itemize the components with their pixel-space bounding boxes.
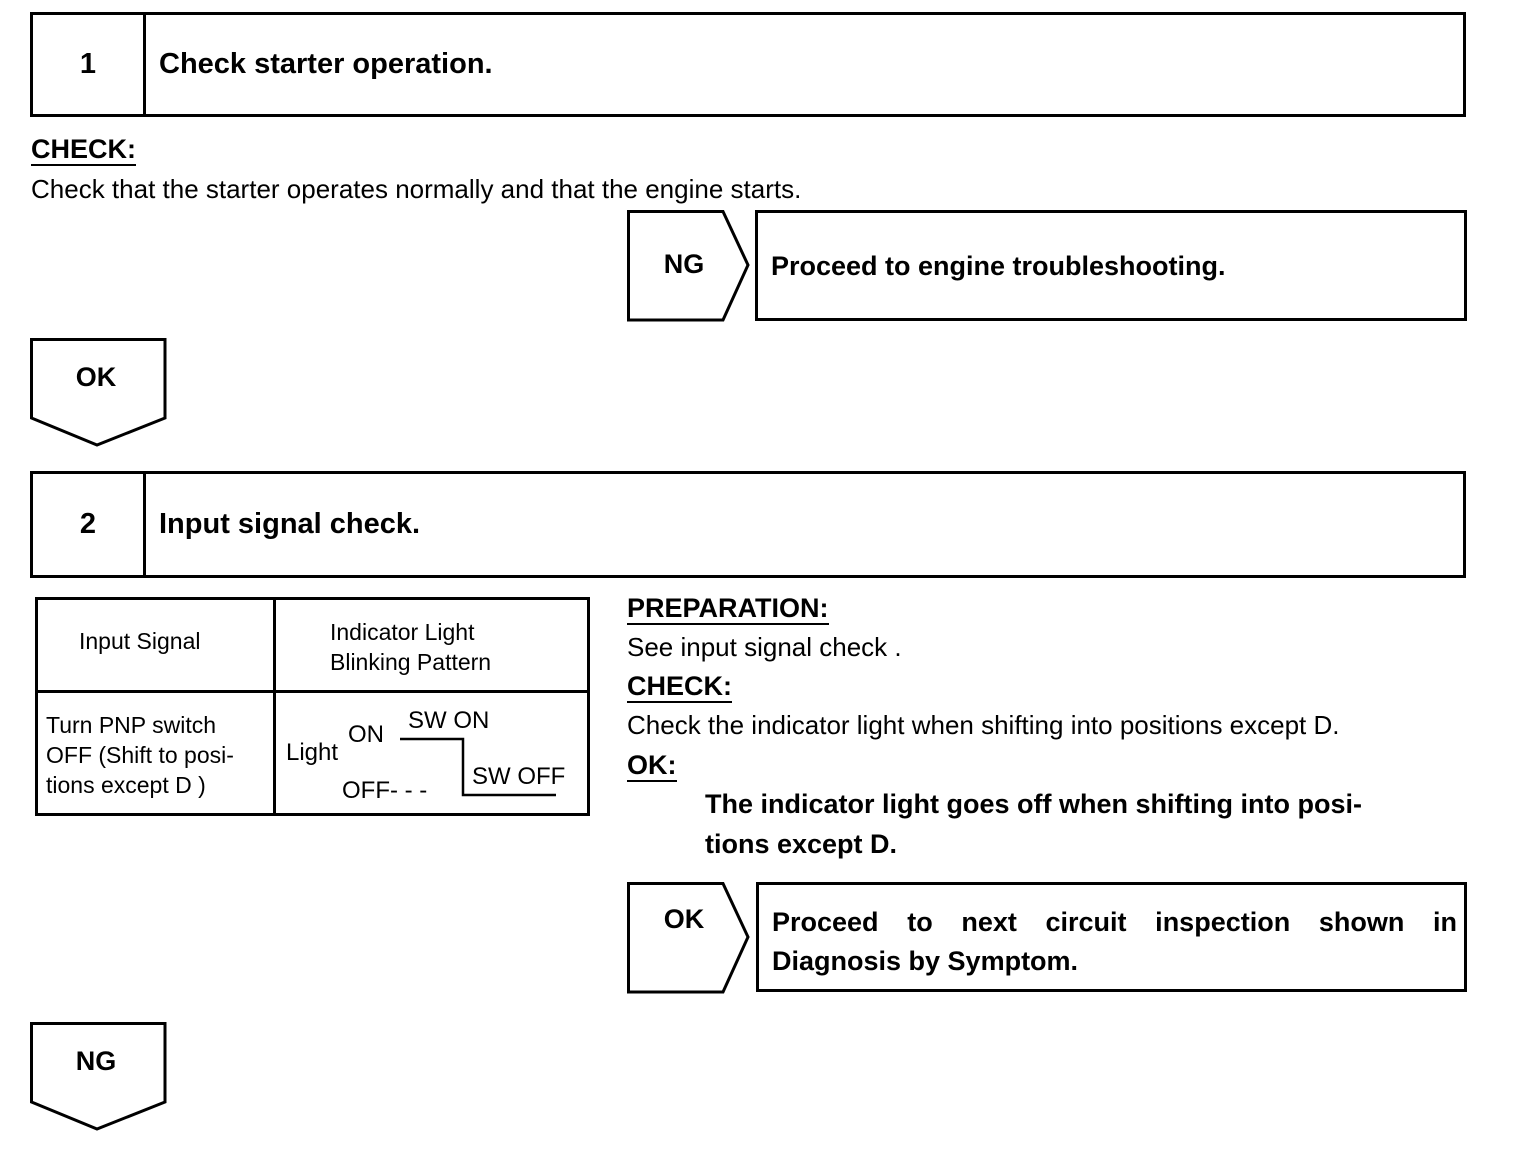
table-row-input-line3: tions except D ) <box>46 772 206 798</box>
step-1-check-heading: CHECK: <box>31 134 136 164</box>
step-2-preparation-text: See input signal check . <box>627 632 902 662</box>
step-2-ok-label: OK <box>663 904 705 934</box>
step-2-ok-text-line1: The indicator light goes off when shifting into posi- <box>705 789 1362 819</box>
table-header-indicator-line1: Indicator Light <box>330 619 475 645</box>
step-2-number: 2 <box>33 474 146 575</box>
ok-arrow-shape <box>627 882 752 994</box>
diagram-on-label: ON <box>348 721 384 748</box>
step-1-number: 1 <box>33 15 146 114</box>
step-1-ng-result <box>755 210 1467 321</box>
diagram-sw-off-label: SW OFF <box>472 763 566 790</box>
blinking-pattern-waveform <box>276 693 576 813</box>
ng-down-arrow-shape <box>30 1022 168 1132</box>
step-2-ok-result <box>756 882 1467 992</box>
step-2-check-text: Check the indicator light when shifting into positions except D. <box>627 710 1340 740</box>
input-signal-table <box>35 597 590 816</box>
step-1-ng-result-text: Proceed to engine troubleshooting. <box>771 251 1226 281</box>
ok-down-arrow-shape <box>30 338 168 448</box>
step-1-ok-label: OK <box>75 362 117 392</box>
step-2-preparation-heading: PREPARATION: <box>627 593 829 623</box>
step-2-ng-label: NG <box>75 1046 117 1076</box>
step-2-ok-text-line2: tions except D. <box>705 829 898 859</box>
step-2-ok-heading: OK: <box>627 750 677 780</box>
table-row-input-line2: OFF (Shift to posi- <box>46 742 234 768</box>
step-2-ok-result-line1: Proceed to next circuit inspection shown in <box>772 907 1457 937</box>
step-1-title: Check starter operation. <box>159 48 493 80</box>
diagram-sw-on-label: SW ON <box>408 707 490 734</box>
step-2-title: Input signal check. <box>159 508 421 540</box>
step-2-header <box>30 471 1466 578</box>
step-2-ok-result-line2: Diagnosis by Symptom. <box>772 946 1079 976</box>
step-1-header <box>30 12 1466 117</box>
table-header-indicator-line2: Blinking Pattern <box>330 649 492 675</box>
step-1-check-text: Check that the starter operates normally and that the engine starts. <box>31 174 802 204</box>
step-2-check-heading: CHECK: <box>627 671 732 701</box>
diagram-light-label: Light <box>286 739 339 766</box>
table-header-input-signal: Input Signal <box>79 628 201 654</box>
step-1-ng-label: NG <box>663 249 705 279</box>
table-row-input-line1: Turn PNP switch <box>46 712 216 738</box>
diagram-off-label: OFF- - - <box>342 777 428 804</box>
